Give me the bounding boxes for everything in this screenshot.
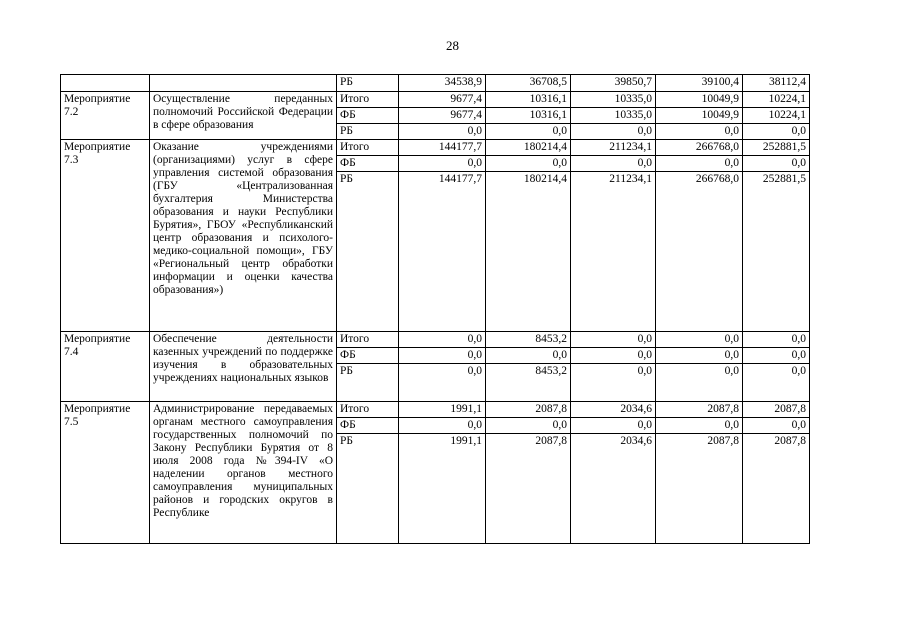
value-cell: 0,0 [743,156,810,172]
value-cell: 0,0 [486,124,571,140]
value-cell: 0,0 [571,348,656,364]
source-cell: Итого [337,140,399,156]
value-cell: 0,0 [486,418,571,434]
source-cell: РБ [337,124,399,140]
value-cell: 0,0 [486,348,571,364]
event-label: Мероприятие 7.3 [61,140,150,332]
value-cell: 10224,1 [743,108,810,124]
value-cell: 252881,5 [743,140,810,156]
value-cell: 211234,1 [571,172,656,332]
value-cell: 266768,0 [656,172,743,332]
source-cell: ФБ [337,418,399,434]
value-cell: 0,0 [656,332,743,348]
value-cell: 39100,4 [656,75,743,92]
event-description: Администрирование передаваемых органам местного самоуправления государственных полномочий по Закону Республики Бурятия от 8 июля 2008 года №394-IV «О наделении органов местного самоуправления муниципальных районов и городских округов в Республике [150,402,337,544]
value-cell: 252881,5 [743,172,810,332]
source-cell: Итого [337,92,399,108]
table-row [61,75,810,92]
value-cell: 1991,1 [399,402,486,418]
value-cell: 2087,8 [486,434,571,544]
value-cell: 2087,8 [656,434,743,544]
value-cell: 36708,5 [486,75,571,92]
value-cell: 34538,9 [399,75,486,92]
value-cell: 144177,7 [399,140,486,156]
table-row [61,402,810,418]
source-cell: РБ [337,364,399,402]
value-cell: 10316,1 [486,108,571,124]
value-cell: 0,0 [743,418,810,434]
value-cell: 0,0 [743,332,810,348]
event-description: Оказание учреждениями (организациями) услуг в сфере управления системой образования (ГБУ «Централизованная бухгалтерия Министерства образования и науки Республики Бурятия», ГБОУ «Республиканский центр образования и психолого-медико-социальной помощи», ГБУ «Региональный центр обработки информации и оценки качества образования») [150,140,337,332]
value-cell: 0,0 [743,364,810,402]
event-description: Обеспечение деятельности казенных учреждений по поддержке изучения в образовательных учреждениях национальных языков [150,332,337,402]
value-cell: 144177,7 [399,172,486,332]
value-cell: 2034,6 [571,434,656,544]
value-cell: 0,0 [571,364,656,402]
value-cell: 0,0 [743,348,810,364]
page-number: 28 [446,38,459,53]
name-cell [150,75,337,92]
value-cell: 0,0 [486,156,571,172]
source-cell: ФБ [337,348,399,364]
value-cell: 0,0 [399,364,486,402]
source-cell: РБ [337,172,399,332]
value-cell: 10049,9 [656,108,743,124]
value-cell: 0,0 [399,156,486,172]
value-cell: 10049,9 [656,92,743,108]
value-cell: 10335,0 [571,92,656,108]
value-cell: 0,0 [399,348,486,364]
budget-table [60,74,810,544]
value-cell: 9677,4 [399,92,486,108]
value-cell: 211234,1 [571,140,656,156]
source-cell: ФБ [337,108,399,124]
value-cell: 1991,1 [399,434,486,544]
value-cell: 0,0 [571,124,656,140]
value-cell: 0,0 [399,332,486,348]
value-cell: 2087,8 [656,402,743,418]
value-cell: 0,0 [656,418,743,434]
value-cell: 38112,4 [743,75,810,92]
value-cell: 0,0 [571,156,656,172]
value-cell: 0,0 [656,124,743,140]
event-label: Мероприятие 7.4 [61,332,150,402]
source-cell: ФБ [337,156,399,172]
value-cell: 0,0 [656,156,743,172]
event-cell [61,75,150,92]
source-cell: РБ [337,75,399,92]
value-cell: 9677,4 [399,108,486,124]
value-cell: 0,0 [656,364,743,402]
value-cell: 10224,1 [743,92,810,108]
value-cell: 0,0 [399,124,486,140]
value-cell: 0,0 [571,332,656,348]
value-cell: 2087,8 [486,402,571,418]
value-cell: 2087,8 [743,434,810,544]
event-description: Осуществление переданных полномочий Российской Федерации в сфере образования [150,92,337,140]
value-cell: 180214,4 [486,172,571,332]
value-cell: 0,0 [571,418,656,434]
value-cell: 10316,1 [486,92,571,108]
value-cell: 8453,2 [486,332,571,348]
table-row [61,332,810,348]
value-cell: 0,0 [656,348,743,364]
event-label: Мероприятие 7.5 [61,402,150,544]
value-cell: 180214,4 [486,140,571,156]
value-cell: 8453,2 [486,364,571,402]
table-row [61,92,810,108]
source-cell: Итого [337,402,399,418]
value-cell: 0,0 [743,124,810,140]
event-label: Мероприятие 7.2 [61,92,150,140]
value-cell: 2034,6 [571,402,656,418]
source-cell: РБ [337,434,399,544]
table-row [61,140,810,156]
value-cell: 266768,0 [656,140,743,156]
value-cell: 0,0 [399,418,486,434]
source-cell: Итого [337,332,399,348]
value-cell: 39850,7 [571,75,656,92]
value-cell: 10335,0 [571,108,656,124]
value-cell: 2087,8 [743,402,810,418]
